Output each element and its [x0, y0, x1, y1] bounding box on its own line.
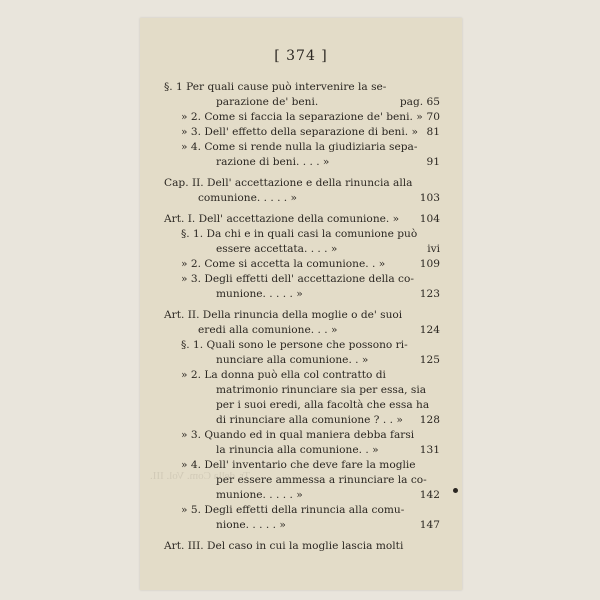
toc-page-number: 104 [419, 213, 440, 225]
toc-entry-text: eredi alla comunione. . . » [198, 324, 338, 336]
toc-entry-text: parazione de' beni. [216, 96, 319, 108]
toc-line [164, 338, 440, 353]
toc-page-number: 123 [419, 288, 440, 300]
toc-page-number: 109 [419, 258, 440, 270]
toc-page-number: 147 [419, 519, 440, 531]
toc-entry-text: Cap. II. Dell' accettazione e della rinuncia alla [164, 177, 413, 189]
toc-entry-text: » 2. Come si accetta la comunione. . » [181, 258, 386, 270]
toc-page-number: 81 [426, 126, 440, 138]
toc-entry-text: » 2. Come si faccia la separazione de' beni. » [181, 111, 423, 123]
toc-page-number: 128 [419, 414, 440, 426]
toc-entry-text: Art. I. Dell' accettazione della comunione. » [164, 213, 400, 225]
toc-line [164, 368, 440, 383]
toc-entry-text: §. 1. Da chi e in quali casi la comunione può [181, 228, 418, 240]
toc-line [164, 488, 440, 503]
toc-line [164, 539, 440, 554]
toc-entry-text: §. 1. Quali sono le persone che possono ri- [181, 339, 408, 351]
toc-entry-text: munione. . . . . » [216, 288, 303, 300]
toc-line [164, 287, 440, 302]
toc-entry-text: comunione. . . . . » [198, 192, 298, 204]
toc-line [164, 398, 440, 413]
toc-page-number: 103 [419, 192, 440, 204]
toc-entry-text: razione di beni. . . . » [216, 156, 330, 168]
toc-line [164, 323, 440, 338]
toc-entry-text: matrimonio rinunciare sia per essa, sia [216, 384, 427, 396]
toc-line [164, 110, 440, 125]
toc-entry-text: di rinunciare alla comunione ? . . » [216, 414, 403, 426]
toc-line [164, 443, 440, 458]
toc-entry-text: Art. III. Del caso in cui la moglie lascia molti [164, 540, 404, 552]
table-of-contents [164, 80, 440, 554]
toc-line [164, 518, 440, 533]
toc-entry-text: munione. . . . . » [216, 489, 303, 501]
page-number: [ 374 ] [274, 48, 328, 64]
toc-entry-text: » 4. Dell' inventario che deve fare la moglie [181, 459, 416, 471]
book-page [140, 18, 462, 590]
toc-line [164, 80, 440, 95]
toc-line [164, 125, 440, 140]
toc-page-number: 142 [419, 489, 440, 501]
toc-entry-text: per essere ammessa a rinunciare la co- [216, 474, 427, 486]
toc-line [164, 272, 440, 287]
toc-line [164, 95, 440, 110]
toc-entry-text: la rinuncia alla comunione. . » [216, 444, 379, 456]
toc-line [164, 212, 440, 227]
toc-page-number: 124 [419, 324, 440, 336]
bleed-through-text: Tr. della Com. Vol. III. [150, 470, 251, 482]
toc-line [164, 503, 440, 518]
toc-entry-text: » 2. La donna può ella col contratto di [181, 369, 386, 381]
ink-spot [453, 488, 458, 493]
toc-page-number: ivi [427, 243, 440, 255]
toc-line [164, 257, 440, 272]
toc-line [164, 413, 440, 428]
toc-line [164, 227, 440, 242]
toc-entry-text: §. 1 Per quali cause può intervenire la se- [164, 81, 387, 93]
toc-page-number: 131 [419, 444, 440, 456]
toc-line [164, 383, 440, 398]
toc-entry-text: per i suoi eredi, alla facoltà che essa ha [216, 399, 430, 411]
toc-line [164, 140, 440, 155]
toc-line [164, 191, 440, 206]
toc-page-number: pag. 65 [399, 96, 440, 108]
toc-entry-text: Art. II. Della rinuncia della moglie o de' suoi [164, 309, 403, 321]
toc-line [164, 308, 440, 323]
toc-entry-text: essere accettata. . . . » [216, 243, 338, 255]
toc-entry-text: » 4. Come si rende nulla la giudiziaria sepa- [181, 141, 418, 153]
toc-line [164, 428, 440, 443]
toc-line [164, 155, 440, 170]
toc-page-number: 70 [426, 111, 440, 123]
toc-page-number: 125 [419, 354, 440, 366]
toc-entry-text: » 3. Quando ed in qual maniera debba farsi [181, 429, 415, 441]
toc-entry-text: » 3. Dell' effetto della separazione di beni. » [181, 126, 418, 138]
toc-page-number: 91 [426, 156, 440, 168]
toc-entry-text: nione. . . . . » [216, 519, 286, 531]
toc-line [164, 176, 440, 191]
toc-entry-text: nunciare alla comunione. . » [216, 354, 369, 366]
toc-line [164, 353, 440, 368]
toc-entry-text: » 3. Degli effetti dell' accettazione della co- [181, 273, 414, 285]
toc-line [164, 242, 440, 257]
toc-entry-text: » 5. Degli effetti della rinuncia alla comu- [181, 504, 405, 516]
